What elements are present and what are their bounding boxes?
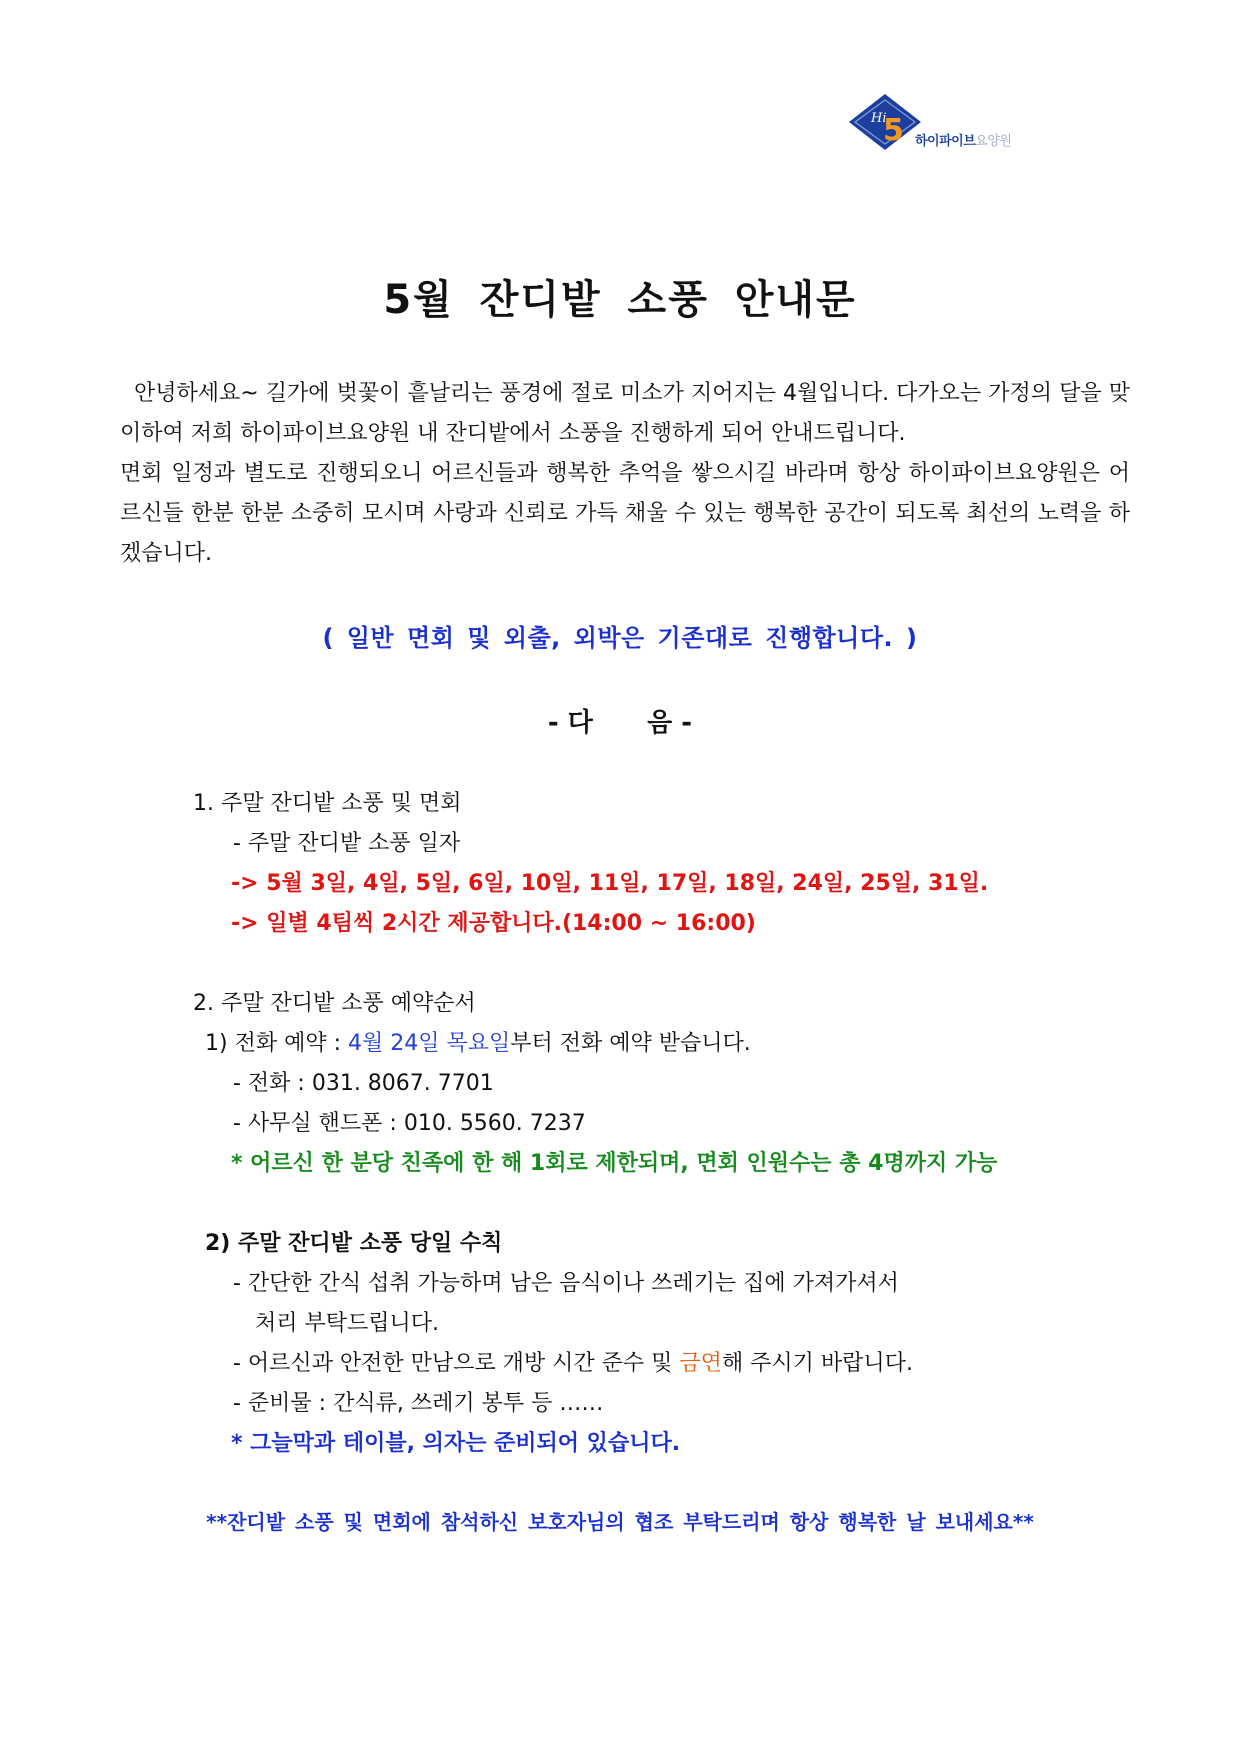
rules-provided-line: * 그늘막과 테이블, 의자는 준비되어 있습니다. — [231, 1431, 681, 1456]
section1-sub: - 주말 잔디밭 소풍 일자 — [233, 831, 461, 856]
intro-paragraph-1: 안녕하세요~ 길가에 벚꽃이 흩날리는 풍경에 절로 미소가 지어지는 4월입니다. 다가오는 가정의 달을 맞이하여 저희 하이파이브요양원 내 잔디밭에서 소풍을 진행하게 되어 안내드립니다. — [120, 381, 1130, 446]
logo-name: 하이파이브 — [915, 134, 976, 149]
page-title: 5월 잔디밭 소풍 안내문 — [383, 277, 857, 323]
logo — [845, 92, 1055, 154]
svg-text:Hi: Hi — [871, 111, 887, 126]
rules-heading: 2) 주말 잔디밭 소풍 당일 수칙 — [205, 1231, 503, 1256]
svg-text:5: 5 — [883, 113, 904, 148]
hi5-logo-mark-icon — [845, 92, 925, 152]
reservation-line — [205, 1029, 751, 1059]
no-smoking-highlight: 금연 — [679, 1351, 722, 1376]
safety-prefix: - 어르신과 안전한 만남으로 개방 시간 준수 및 — [233, 1351, 680, 1376]
logo-text — [915, 130, 1011, 149]
section1-teams: -> 일별 4팀씩 2시간 제공합니다.(14:00 ~ 16:00) — [231, 911, 756, 936]
section1-heading: 1. 주말 잔디밭 소풍 및 면회 — [193, 791, 462, 816]
rules-safety-line — [233, 1349, 913, 1379]
rules-food-line-2: 처리 부탁드립니다. — [255, 1311, 440, 1336]
rules-prep-line: - 준비물 : 간식류, 쓰레기 봉투 등 …… — [233, 1391, 604, 1416]
mobile-line: - 사무실 핸드폰 : 010. 5560. 7237 — [233, 1111, 586, 1136]
intro — [120, 374, 1130, 574]
visit-notice: ( 일반 면회 및 외출, 외박은 기존대로 진행합니다. ) — [322, 624, 918, 652]
safety-suffix: 해 주시기 바랍니다. — [721, 1351, 913, 1376]
logo-sub: 요양원 — [975, 134, 1012, 149]
intro-paragraph-2: 면회 일정과 별도로 진행되오니 어르신들과 행복한 추억을 쌓으시길 바라며 항상 하이파이브요양원은 어르신들 한분 한분 소중히 모시며 사랑과 신뢰로 가득 채울 수 있는 행복한 공간이 되도록 최선의 노력을 하겠습니다. — [120, 461, 1130, 566]
phone-line: - 전화 : 031. 8067. 7701 — [233, 1071, 494, 1096]
footer-message: **잔디밭 소풍 및 면회에 참석하신 보호자님의 협조 부탁드리며 항상 행복한 날 보내세요** — [206, 1510, 1034, 1534]
reservation-date: 4월 24일 목요일 — [347, 1031, 511, 1056]
limit-line: * 어르신 한 분당 친족에 한 해 1회로 제한되며, 면회 인원수는 총 4명까지 가능 — [231, 1151, 998, 1176]
section2-heading: 2. 주말 잔디밭 소풍 예약순서 — [193, 991, 476, 1016]
daeum-heading: - 다 음 - — [547, 708, 693, 738]
reservation-suffix: 부터 전화 예약 받습니다. — [510, 1031, 751, 1056]
reservation-prefix: 1) 전화 예약 : — [205, 1031, 348, 1056]
section1-dates: -> 5월 3일, 4일, 5일, 6일, 10일, 11일, 17일, 18일, 24일, 25일, 31일. — [231, 871, 989, 896]
rules-food-line-1: - 간단한 간식 섭취 가능하며 남은 음식이나 쓰레기는 집에 가져가셔서 — [233, 1271, 899, 1296]
